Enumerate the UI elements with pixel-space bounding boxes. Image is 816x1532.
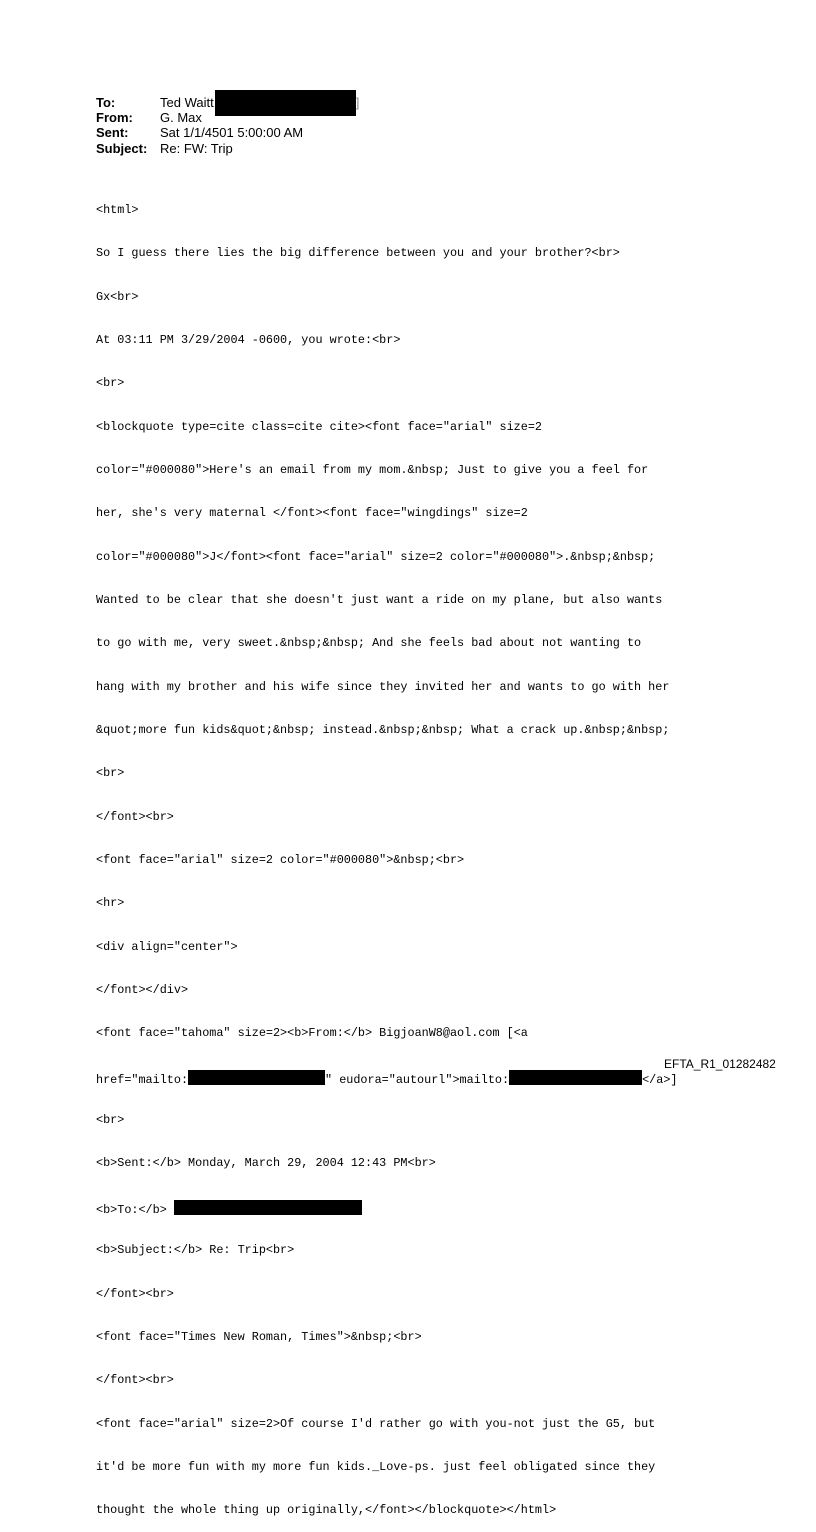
- body-line: <font face="arial" size=2>Of course I'd rather go with you-not just the G5, but: [96, 1416, 656, 1431]
- autourl-text: " eudora="autourl">mailto:: [325, 1072, 510, 1087]
- body-line: </font><br>: [96, 1286, 174, 1301]
- body-line: <div align="center">: [96, 939, 238, 954]
- body-line: <font face="Times New Roman, Times">&nbsp;<br>: [96, 1329, 422, 1344]
- header-to-row: [96, 95, 359, 110]
- body-line: it'd be more fun with my more fun kids._Love-ps. just feel obligated since they: [96, 1459, 656, 1474]
- email-header: [96, 95, 359, 156]
- body-line-with-redactions: [96, 1070, 678, 1087]
- header-sent-row: [96, 125, 359, 140]
- from-value: G. Max: [160, 110, 202, 126]
- body-line: </font><br>: [96, 1373, 174, 1388]
- body-line: Gx<br>: [96, 289, 139, 304]
- anchor-close-text: </a>]: [642, 1072, 678, 1087]
- body-line: Wanted to be clear that she doesn't just want a ride on my plane, but also wants: [96, 593, 663, 607]
- body-line: hang with my brother and his wife since they invited her and wants to go with her: [96, 679, 670, 694]
- to-label: To:: [96, 95, 116, 110]
- to-value: Ted Waitt: [160, 95, 214, 110]
- body-line: <b>Sent:</b> Monday, March 29, 2004 12:43 PM<br>: [96, 1156, 436, 1171]
- body-line-with-redaction: [96, 1200, 678, 1217]
- sent-label: Sent:: [96, 125, 129, 141]
- to-tag-text: <b>To:</b>: [96, 1202, 174, 1217]
- body-line: <br>: [96, 766, 125, 781]
- subject-label: Subject:: [96, 140, 148, 156]
- email-body: [96, 174, 678, 1532]
- body-line: At 03:11 PM 3/29/2004 -0600, you wrote:<br>: [96, 332, 401, 347]
- body-line: <blockquote type=cite class=cite cite><font face="arial" size=2: [96, 419, 542, 434]
- body-line: to go with me, very sweet.&nbsp;&nbsp; And she feels bad about not wanting to: [96, 636, 642, 651]
- body-line: thought the whole thing up originally,</font></blockquote></html>: [96, 1503, 557, 1518]
- document-id: EFTA_R1_01282482: [664, 1057, 776, 1071]
- body-line: <font face="tahoma" size=2><b>From:</b> BigjoanW8@aol.com [<a: [96, 1026, 528, 1041]
- body-line: color="#000080">Here's an email from my mom.&nbsp; Just to give you a feel for: [96, 462, 649, 477]
- body-line: <hr>: [96, 896, 125, 911]
- body-line: <br>: [96, 376, 125, 391]
- mailto-href-text: href="mailto:: [96, 1072, 189, 1087]
- body-line: <font face="arial" size=2 color="#000080">&nbsp;<br>: [96, 853, 465, 868]
- body-line: <b>Subject:</b> Re: Trip<br>: [96, 1243, 295, 1258]
- body-line: </font></div>: [96, 983, 189, 998]
- body-line: </font><br>: [96, 809, 174, 824]
- header-subject-row: [96, 141, 359, 156]
- subject-value: Re: FW: Trip: [160, 140, 233, 156]
- body-line: <html>: [96, 202, 139, 217]
- redaction-bar: [174, 1200, 362, 1215]
- sent-value: Sat 1/1/4501 5:00:00 AM: [160, 125, 304, 141]
- body-line: color="#000080">J</font><font face="arial" size=2 color="#000080">.&nbsp;&nbsp;: [96, 549, 656, 564]
- body-line: <br>: [96, 1113, 125, 1128]
- from-label: From:: [96, 110, 133, 126]
- redaction-bar: [188, 1070, 325, 1085]
- redaction-bar: [509, 1070, 642, 1085]
- to-bracket: ]: [355, 95, 360, 110]
- body-line: So I guess there lies the big difference between you and your brother?<br>: [96, 246, 620, 261]
- body-line: her, she's very maternal </font><font face="wingdings" size=2: [96, 506, 528, 521]
- body-line: &quot;more fun kids&quot;&nbsp; instead.&nbsp;&nbsp; What a crack up.&nbsp;&nbsp;: [96, 723, 670, 738]
- redaction-bar: [215, 90, 356, 116]
